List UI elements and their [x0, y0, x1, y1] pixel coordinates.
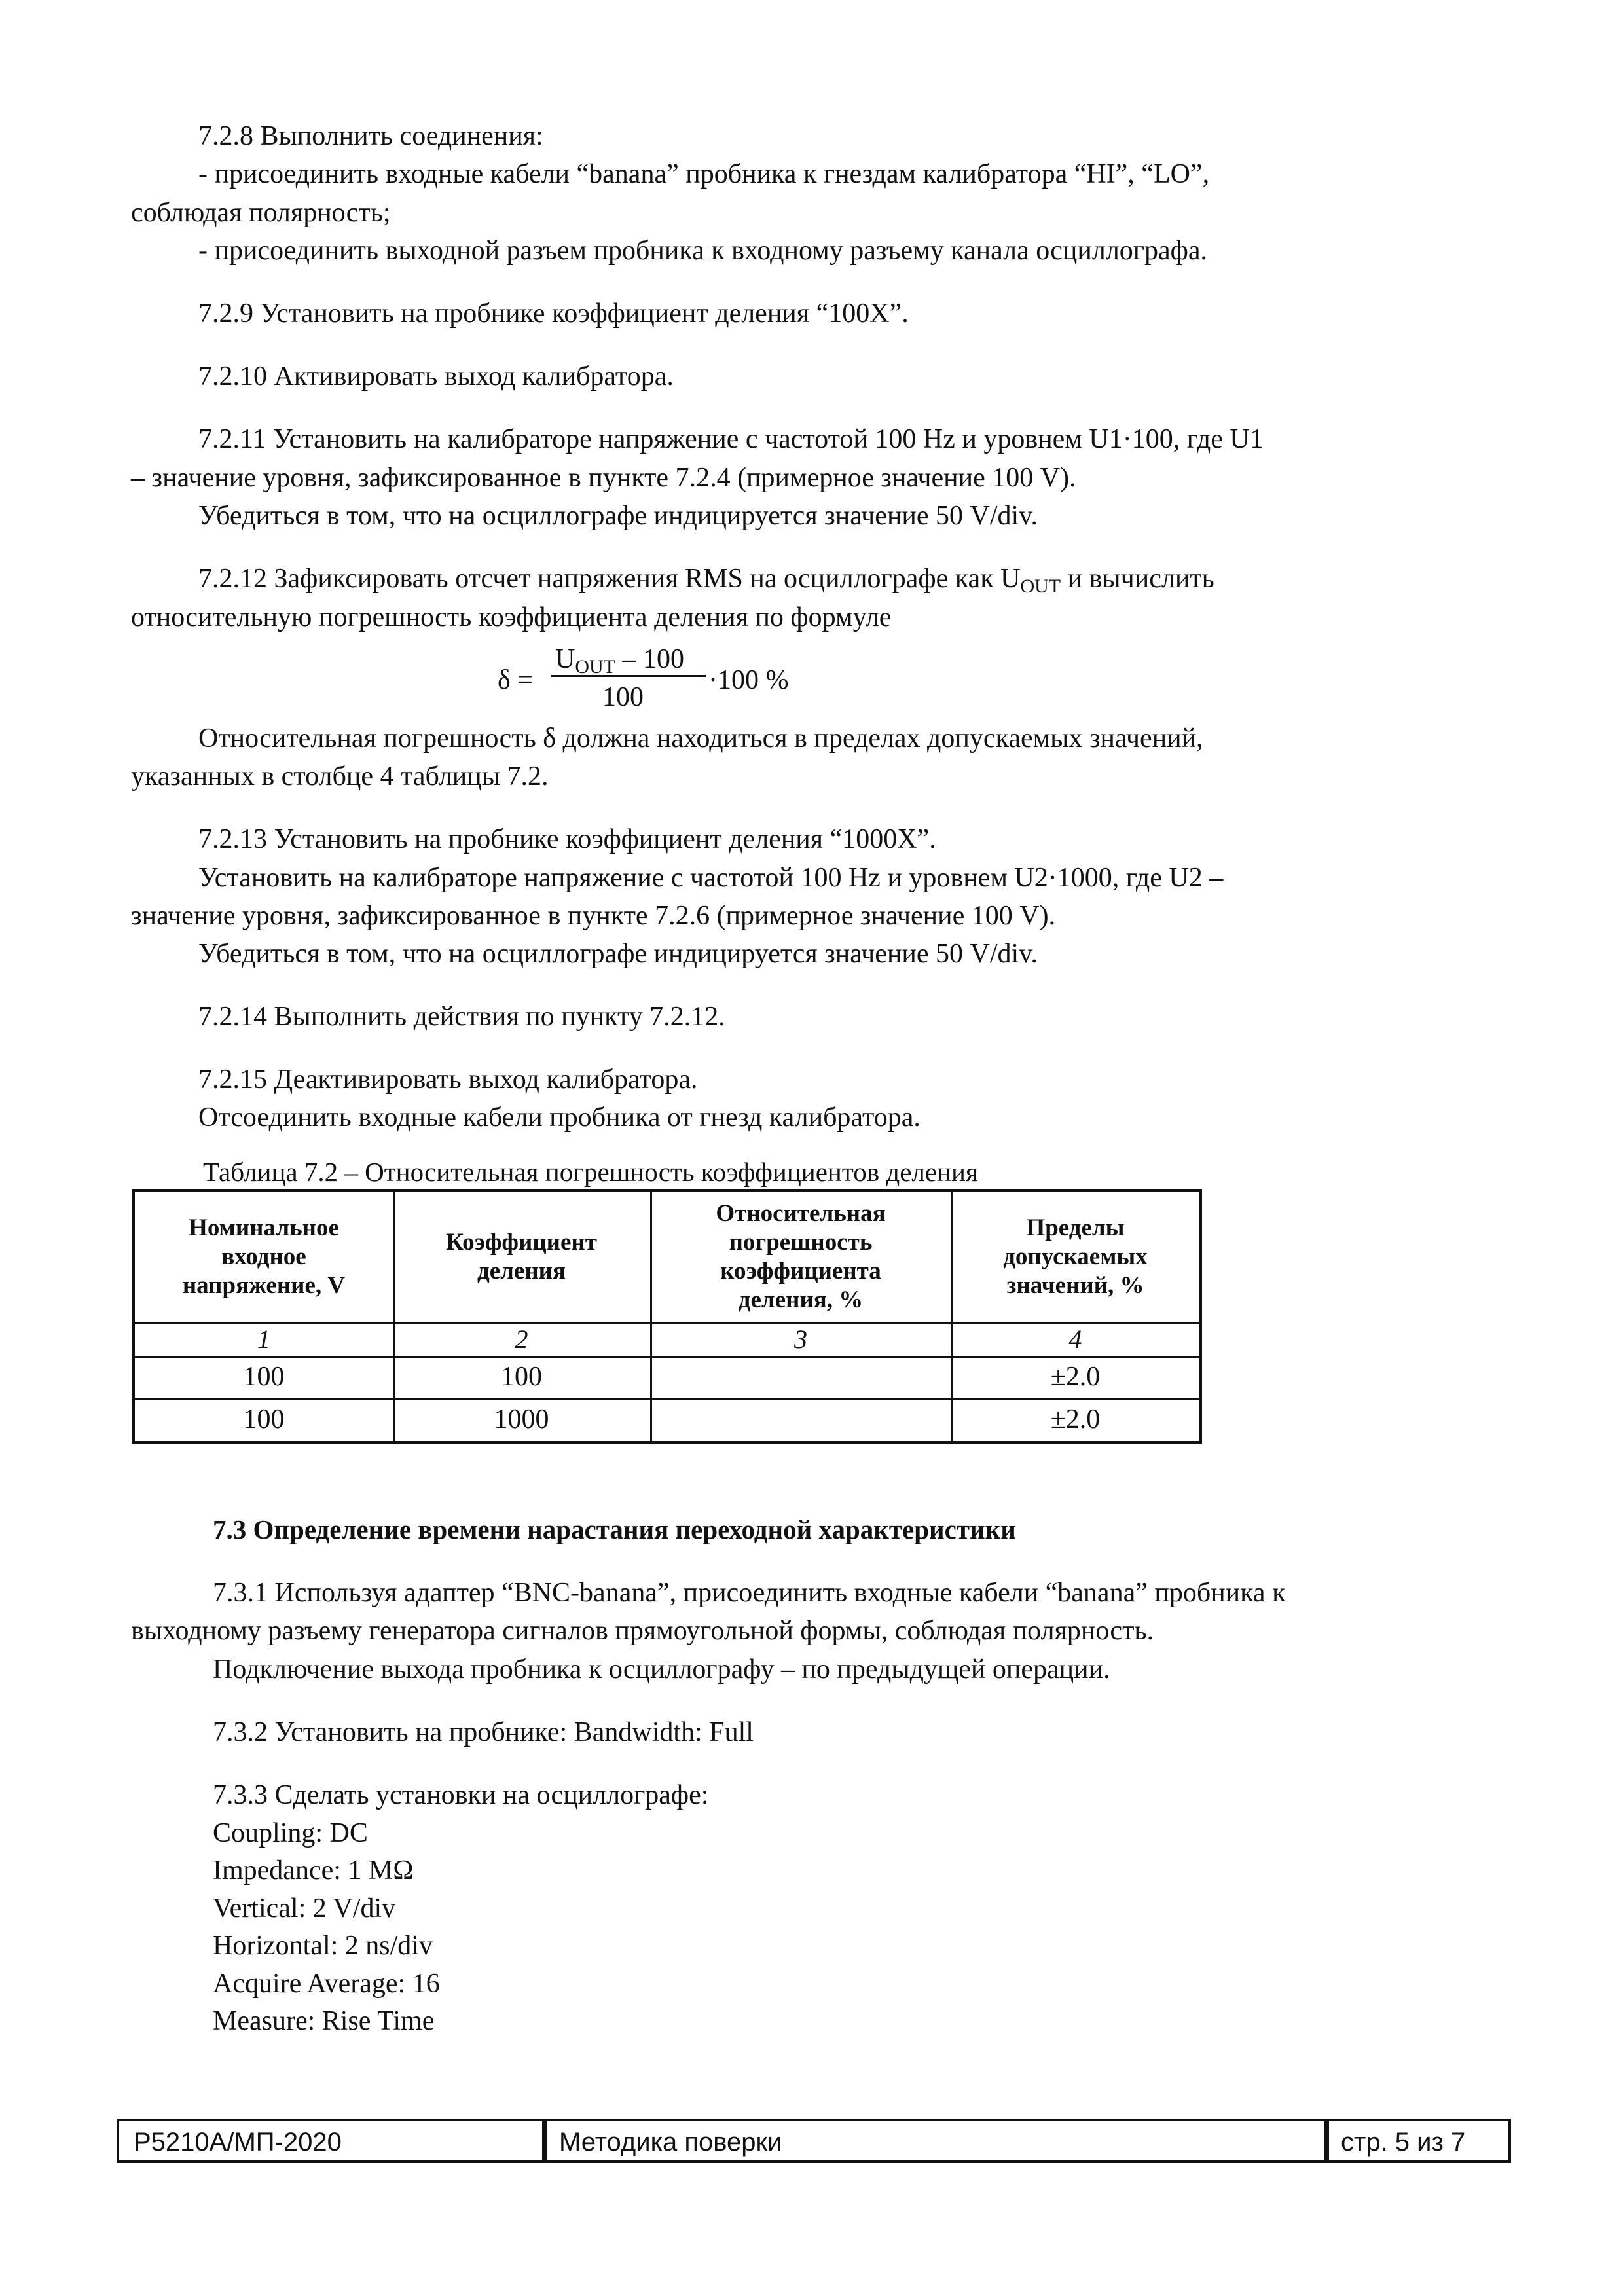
- setting-line: Vertical: 2 V/div: [213, 1893, 396, 1923]
- table-cell: 100: [243, 1362, 285, 1392]
- s7215-line2: Отсоединить входные кабели пробника от гнезд калибратора.: [198, 1102, 921, 1133]
- footer-page-number: стр. 5 из 7: [1341, 2128, 1466, 2157]
- s728-title: 7.2.8 Выполнить соединения:: [198, 121, 543, 151]
- table-index-cell: 4: [1068, 1324, 1082, 1354]
- s731-line3: Подключение выхода пробника к осциллографу – по предыдущей операции.: [213, 1654, 1110, 1685]
- s7211-line3: Убедиться в том, что на осциллографе индицируется значение 50 V/div.: [198, 501, 1038, 531]
- s7212-line1: 7.2.12 Зафиксировать отсчет напряжения RMS на осциллографе как UOUT и вычислить: [198, 564, 1214, 597]
- footer-doc-code-box: [117, 2119, 547, 2163]
- setting-line: Acquire Average: 16: [213, 1969, 440, 1999]
- s731-line2: выходному разъему генератора сигналов прямоугольной формы, соблюдая полярность.: [131, 1616, 1154, 1646]
- footer-doc-code: P5210A/МП-2020: [134, 2128, 342, 2157]
- footer-page-box: [1324, 2119, 1511, 2163]
- setting-line: Impedance: 1 MΩ: [213, 1855, 414, 1886]
- table-caption: Таблица 7.2 – Относительная погрешность коэффициентов деления: [203, 1157, 978, 1187]
- s7213-line2: Установить на калибраторе напряжение с частотой 100 Hz и уровнем U2·1000, где U2 –: [198, 863, 1224, 893]
- setting-line: Measure: Rise Time: [213, 2006, 435, 2036]
- table-7-2: [132, 1189, 1202, 1444]
- s7212-line2: относительную погрешность коэффициента деления по формуле: [131, 602, 892, 632]
- table-header-cell: Относительная погрешность коэффициента деления, %: [716, 1199, 886, 1313]
- setting-line: Horizontal: 2 ns/div: [213, 1931, 433, 1961]
- table-cell: 100: [501, 1362, 542, 1392]
- s7211-line1: 7.2.11 Установить на калибраторе напряжение с частотой 100 Hz и уровнем U1·100, где U1: [198, 424, 1264, 454]
- s7211-line2: – значение уровня, зафиксированное в пункте 7.2.4 (примерное значение 100 V).: [131, 463, 1076, 493]
- table-cell: 1000: [494, 1404, 549, 1434]
- table-header-cell: Номинальное входное напряжение, V: [182, 1214, 346, 1299]
- table-cell: [650, 1398, 951, 1441]
- s728-line2: соблюдая полярность;: [131, 198, 391, 228]
- s731-line1: 7.3.1 Используя адаптер “BNC-banana”, присоединить входные кабели “banana” пробника к: [213, 1578, 1286, 1608]
- table-index-cell: 1: [257, 1324, 270, 1354]
- formula-denominator: 100: [602, 682, 644, 712]
- table-index-cell: 3: [794, 1324, 807, 1354]
- s7213-line1: 7.2.13 Установить на пробнике коэффициент деления “1000X”.: [198, 824, 936, 854]
- table-cell: ±2.0: [1050, 1404, 1101, 1434]
- section-heading: 7.3 Определение времени нарастания переходной характеристики: [213, 1514, 1016, 1544]
- table-index-cell: 2: [515, 1324, 528, 1354]
- s732-line: 7.3.2 Установить на пробнике: Bandwidth: Full: [213, 1717, 754, 1747]
- s7210-line: 7.2.10 Активировать выход калибратора.: [198, 361, 674, 392]
- formula-lhs: δ =: [498, 665, 533, 695]
- formula-numerator: UOUT – 100: [555, 644, 684, 678]
- s728-line1: - присоединить входные кабели “banana” пробника к гнездам калибратора “HI”, “LO”,: [198, 159, 1210, 189]
- s7213-line4: Убедиться в том, что на осциллографе индицируется значение 50 V/div.: [198, 939, 1038, 969]
- fraction-bar: [551, 675, 706, 677]
- s7212-line4: указанных в столбце 4 таблицы 7.2.: [131, 761, 549, 792]
- footer-doc-title-box: [542, 2119, 1329, 2163]
- s729-line: 7.2.9 Установить на пробнике коэффициент деления “100X”.: [198, 299, 909, 329]
- footer-doc-title: Методика поверки: [559, 2128, 782, 2157]
- setting-line: Coupling: DC: [213, 1818, 368, 1848]
- s728-line3: - присоединить выходной разъем пробника к входному разъему канала осциллографа.: [198, 236, 1207, 266]
- table-cell: 100: [243, 1404, 285, 1434]
- table-header-cell: Пределы допускаемых значений, %: [1003, 1214, 1148, 1299]
- s7212-line3: Относительная погрешность δ должна находиться в пределах допускаемых значений,: [198, 723, 1203, 754]
- table-cell: ±2.0: [1050, 1362, 1101, 1392]
- formula-tail: ·100 %: [708, 665, 789, 695]
- s7215-line1: 7.2.15 Деактивировать выход калибратора.: [198, 1065, 698, 1095]
- s7214-line: 7.2.14 Выполнить действия по пункту 7.2.12.: [198, 1002, 725, 1032]
- s733-title: 7.3.3 Сделать установки на осциллографе:: [213, 1780, 709, 1810]
- table-header-cell: Коэффициент деления: [446, 1228, 597, 1285]
- s7213-line3: значение уровня, зафиксированное в пункте 7.2.6 (примерное значение 100 V).: [131, 901, 1056, 931]
- table-cell: [650, 1356, 951, 1398]
